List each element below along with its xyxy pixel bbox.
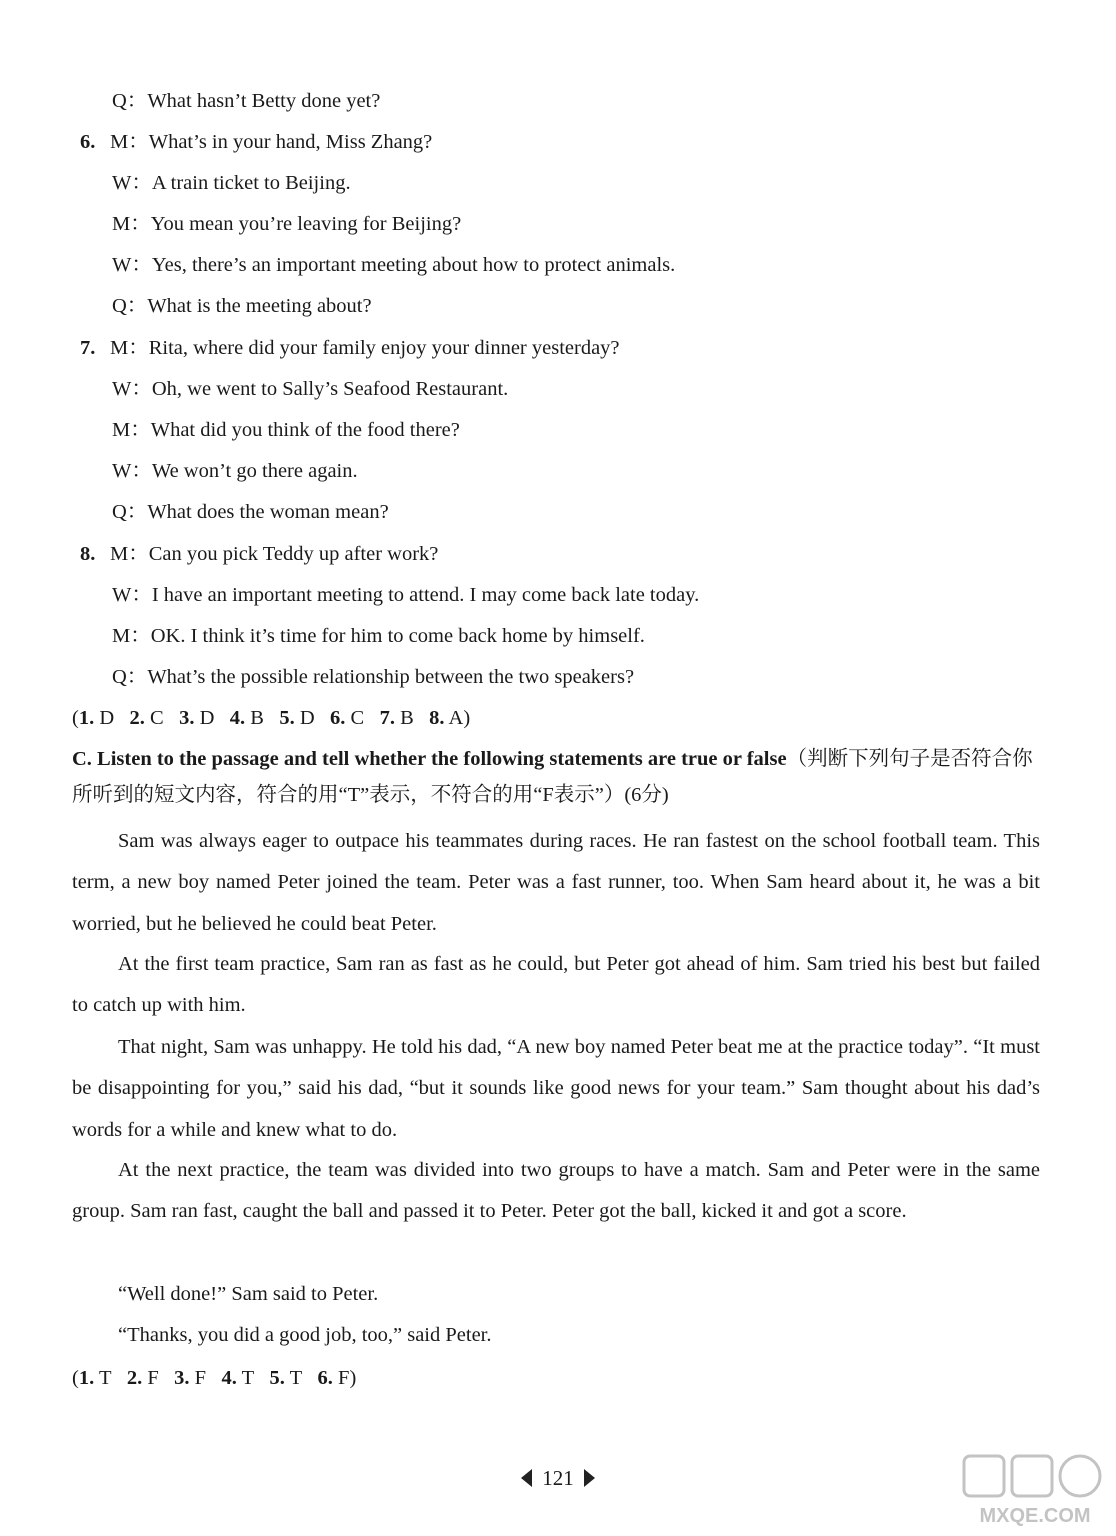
section-c-instruction: （判断下列句子是否符合你所听到的短文内容，符合的用“T”表示，不符合的用“F表示”）(6分) xyxy=(72,748,1033,806)
speaker-label: Q： xyxy=(112,666,148,688)
answer-letter: T xyxy=(289,1367,303,1389)
dialogue-8-line-1 xyxy=(80,541,438,567)
answer-letter: C xyxy=(150,707,164,729)
passage-paragraph-3: That night, Sam was unhappy. He told his dad, “A new boy named Peter beat me at the practice today”. “It must be disappointing for you,” said his dad, “but it sounds like good news for your team.” Sam thought about his dad’s words for a while and knew what to do. xyxy=(72,1036,1040,1141)
question-number: 6. xyxy=(80,131,96,153)
dialogue-8-line-3 xyxy=(112,623,645,649)
section-c-title: C. Listen to the passage and tell whether the following statements are true or false xyxy=(72,748,787,770)
answer-letter: T xyxy=(241,1367,255,1389)
dialogue-text: What does the woman mean? xyxy=(147,501,389,523)
dialogue-6-line-1 xyxy=(80,129,432,155)
speaker-label: Q： xyxy=(112,501,148,523)
paren-open: ( xyxy=(72,1367,79,1389)
answer-number: 6. xyxy=(330,707,346,729)
speaker-label: M： xyxy=(110,131,149,153)
speaker-label: M： xyxy=(112,419,151,441)
answer-letter: D xyxy=(99,707,115,729)
speaker-label: Q： xyxy=(112,90,148,112)
dialogue-text: A train ticket to Beijing. xyxy=(151,172,351,194)
passage-paragraph-2: At the first team practice, Sam ran as fast as he could, but Peter got ahead of him. Sam tried his best but failed to catch up with him. xyxy=(72,953,1040,1017)
question-number: 7. xyxy=(80,337,96,359)
answer-key-c xyxy=(72,1365,356,1391)
answer-number: 3. xyxy=(179,707,195,729)
dialogue-8-line-2 xyxy=(112,582,699,608)
page-footer xyxy=(0,1466,1116,1491)
answer-letter: A xyxy=(448,707,464,729)
dialogue-text: Oh, we went to Sally’s Seafood Restaurant. xyxy=(151,378,509,400)
dialogue-5-question xyxy=(112,88,380,114)
dialogue-text: What’s the possible relationship between the two speakers? xyxy=(147,666,635,688)
dialogue-text: What did you think of the food there? xyxy=(150,419,460,441)
triangle-right-icon xyxy=(584,1469,595,1487)
speaker-label: M： xyxy=(110,543,149,565)
speaker-label: W： xyxy=(112,172,152,194)
answer-letter: F xyxy=(194,1367,207,1389)
watermark-text: MXQE.COM xyxy=(979,1505,1091,1527)
question-number: 8. xyxy=(80,543,96,565)
answer-number: 1. xyxy=(78,1367,95,1389)
dialogue-text: You mean you’re leaving for Beijing? xyxy=(150,213,462,235)
dialogue-7-line-4 xyxy=(112,458,358,484)
dialogue-7-line-2 xyxy=(112,376,508,402)
speaker-label: M： xyxy=(110,337,149,359)
dialogue-text: What’s in your hand, Miss Zhang? xyxy=(148,131,433,153)
speaker-label: W： xyxy=(112,254,152,276)
dialogue-text: We won’t go there again. xyxy=(151,460,358,482)
dialogue-text: OK. I think it’s time for him to come back home by himself. xyxy=(150,625,645,647)
paren-close: ) xyxy=(463,707,471,729)
dialogue-7-question xyxy=(112,499,389,525)
answer-number: 6. xyxy=(317,1367,333,1389)
passage-paragraph-6: “Thanks, you did a good job, too,” said Peter. xyxy=(118,1324,492,1346)
answer-number: 5. xyxy=(269,1367,285,1389)
watermark-logo xyxy=(960,1452,1110,1530)
passage-paragraph-1: Sam was always eager to outpace his teammates during races. He ran fastest on the school football team. This term, a new boy named Peter joined the team. Peter was a fast runner, too. When Sam heard about it, he was a bit worried, but he believed he could beat Peter. xyxy=(72,830,1040,935)
answer-key-b xyxy=(72,705,470,731)
passage-paragraph-4: At the next practice, the team was divided into two groups to have a match. Sam and Peter were in the same group. Sam ran fast, caught the ball and passed it to Peter. Peter got the ball, kicked it and got a score. xyxy=(72,1159,1040,1223)
answer-letter: D xyxy=(199,707,215,729)
answer-number: 1. xyxy=(78,707,95,729)
speaker-label: Q： xyxy=(112,295,148,317)
dialogue-7-line-3 xyxy=(112,417,460,443)
speaker-label: W： xyxy=(112,584,152,606)
dialogue-6-question xyxy=(112,293,372,319)
passage-paragraph-5: “Well done!” Sam said to Peter. xyxy=(118,1283,379,1305)
speaker-label: M： xyxy=(112,625,151,647)
dialogue-text: I have an important meeting to attend. I may come back late today. xyxy=(151,584,700,606)
answer-letter: B xyxy=(250,707,264,729)
answer-number: 4. xyxy=(229,707,246,729)
speaker-label: M： xyxy=(112,213,151,235)
answer-letter: T xyxy=(98,1367,112,1389)
dialogue-text: What hasn’t Betty done yet? xyxy=(147,90,381,112)
dialogue-7-line-1 xyxy=(80,335,620,361)
dialogue-text: Can you pick Teddy up after work? xyxy=(148,543,439,565)
answer-letter: D xyxy=(299,707,315,729)
dialogue-6-line-4 xyxy=(112,252,675,278)
dialogue-text: Yes, there’s an important meeting about how to protect animals. xyxy=(151,254,676,276)
paren-close: ) xyxy=(349,1367,357,1389)
speaker-label: W： xyxy=(112,378,152,400)
answer-number: 7. xyxy=(379,707,395,729)
answer-letter: F xyxy=(338,1367,350,1389)
answer-number: 8. xyxy=(429,707,445,729)
answer-number: 4. xyxy=(221,1367,237,1389)
dialogue-6-line-2 xyxy=(112,170,351,196)
dialogue-text: Rita, where did your family enjoy your dinner yesterday? xyxy=(148,337,620,359)
answer-number: 2. xyxy=(129,707,145,729)
dialogue-text: What is the meeting about? xyxy=(147,295,372,317)
dialogue-6-line-3 xyxy=(112,211,461,237)
answer-number: 5. xyxy=(279,707,295,729)
answer-number: 3. xyxy=(174,1367,190,1389)
section-c-heading xyxy=(72,741,1040,813)
dialogue-8-question xyxy=(112,664,634,690)
answer-letter: C xyxy=(350,707,365,729)
answer-letter: B xyxy=(400,707,414,729)
answer-number: 2. xyxy=(126,1367,143,1389)
answer-letter: F xyxy=(147,1367,159,1389)
triangle-left-icon xyxy=(521,1469,532,1487)
page-number: 121 xyxy=(542,1466,574,1490)
speaker-label: W： xyxy=(112,460,152,482)
paren-open: ( xyxy=(72,707,79,729)
